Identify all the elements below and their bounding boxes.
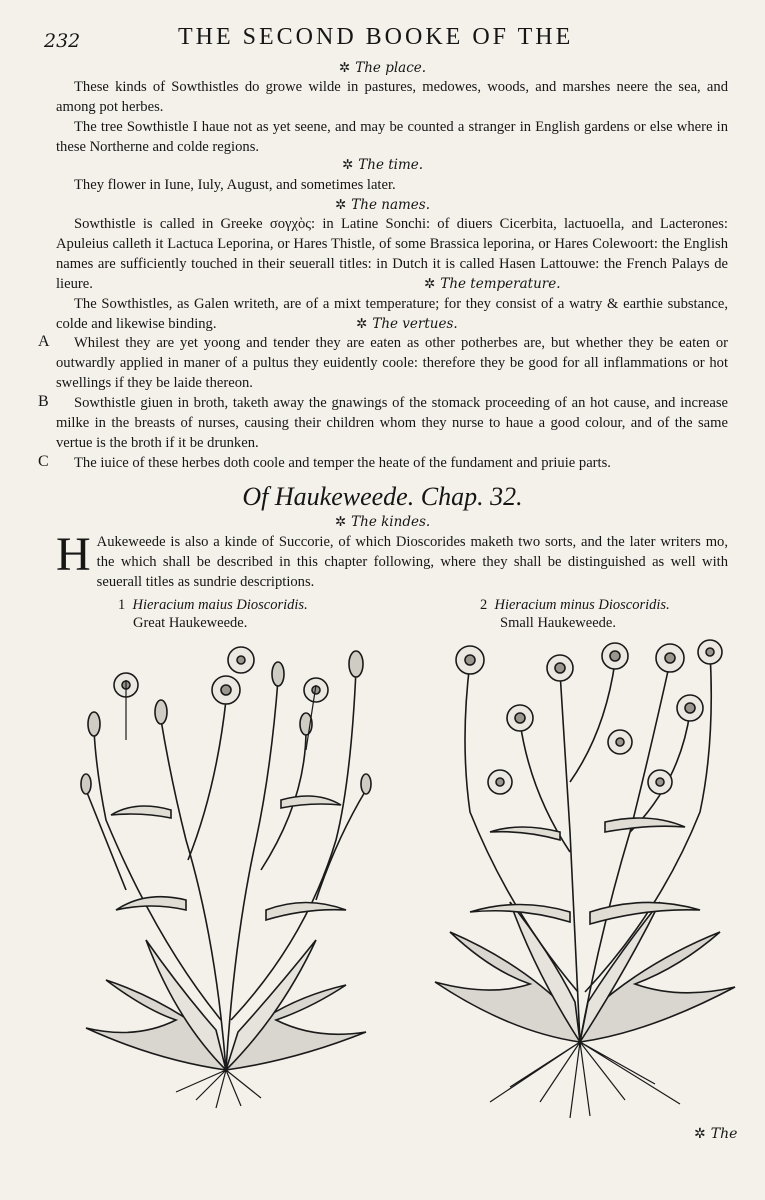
margin-letter-c: C — [38, 453, 49, 470]
vertue-a-text: Whilest they are yet yoong and tender they are eaten as other potherbes are, but whether they be eaten or outwardly applied in maner of a pultus they euidently coole: therefore they be good for all inflammations or hot swellings if they be laide thereon. — [56, 335, 728, 391]
place-text-2: The tree Sowthistle I haue not as yet seene, and may be counted a stranger in English gardens or else where in these Northerne and colde regions. — [56, 119, 728, 155]
asterism-icon: ✲ — [334, 197, 347, 213]
vertue-b-text: Sowthistle giuen in broth, taketh away the gnawings of the stomack proceeding of an hot cause, and increase milke in the breasts of nurses, causing their children whom they nurse to haue a good colour, and of the same vertue is the broth if it be drunken. — [56, 395, 728, 451]
section-heading-place: ✲ The place. — [338, 60, 427, 76]
figure-2-number: 2 — [480, 597, 488, 613]
section-heading-temperature: ✲ The temperature. — [424, 276, 561, 292]
kindes-paragraph — [56, 528, 728, 592]
asterism-icon: ✲ — [424, 276, 436, 292]
figure-2-english: Small Haukeweede. — [500, 615, 616, 631]
figure-1-caption — [118, 596, 308, 632]
margin-letter-b: B — [38, 393, 49, 410]
temperature-text: The Sowthistles, as Galen writeth, are of a mixt temperature; for they consist of a watry & earthie substance, colde and likewise binding. — [56, 296, 728, 332]
section-heading-names: ✲ The names. — [334, 197, 431, 213]
names-paragraph — [56, 214, 728, 294]
section-heading-vertues: ✲ The vertues. — [356, 316, 458, 332]
catchword: ✲ The — [694, 1126, 738, 1142]
place-text-1: These kinds of Sowthistles do growe wilde in pastures, medowes, woods, and marshes neere the sea, and among pot herbes. — [56, 79, 728, 115]
vertue-a-paragraph — [56, 333, 728, 393]
kindes-text: Aukeweede is also a kinde of Succorie, of which Dioscorides maketh two sorts, and the later writers mo, the which shall be described in this chapter following, where they shall be distinguished as well with seuerall titles as sundrie descriptions. — [96, 534, 728, 590]
figure-2-latin: Hieracium minus Dioscoridis. — [494, 597, 670, 613]
chapter-title: Of Haukeweede. Chap. 32. — [242, 482, 523, 511]
drop-cap: H — [56, 528, 91, 581]
small-haukeweede-woodcut — [430, 632, 740, 1120]
figure-1-number: 1 — [118, 597, 126, 613]
vertue-b-paragraph — [56, 393, 728, 453]
names-text: Sowthistle is called in Greeke σογχὸς: in Latine Sonchi: of diuers Cicerbita, lactuoella, and Lacterones: Apuleius calleth it Lactuca Leporina, or Hares Thistle, of some Brassica leporina, or Hares Colewoort: the English names are sufficiently touched in their seuerall titles: in Dutch it is called Hasen Lattouwe: the French Palays de lieure. — [56, 216, 728, 292]
vertue-c-paragraph — [56, 453, 728, 473]
asterism-icon: ✲ — [338, 60, 351, 76]
time-text: They flower in Iune, Iuly, August, and sometimes later. — [74, 177, 396, 193]
vertue-c-text: The iuice of these herbes doth coole and temper the heate of the fundament and priuie parts. — [74, 455, 611, 471]
asterism-icon: ✲ — [341, 157, 354, 173]
running-title: THE SECOND BOOKE OF THE — [178, 24, 574, 50]
section-heading-time: ✲ The time. — [341, 157, 424, 173]
asterism-icon: ✲ — [694, 1126, 706, 1142]
figure-1-latin: Hieracium maius Dioscoridis. — [132, 597, 308, 613]
great-haukeweede-woodcut — [66, 640, 386, 1110]
asterism-icon: ✲ — [334, 514, 347, 530]
section-heading-kindes: ✲ The kindes. — [334, 514, 431, 530]
asterism-icon: ✲ — [356, 316, 368, 332]
place-paragraphs — [56, 77, 728, 157]
time-paragraph — [56, 175, 728, 195]
margin-letter-a: A — [38, 333, 50, 350]
page-number: 232 — [44, 30, 81, 52]
figure-1-english: Great Haukeweede. — [133, 615, 248, 631]
figure-2-caption — [480, 596, 670, 632]
